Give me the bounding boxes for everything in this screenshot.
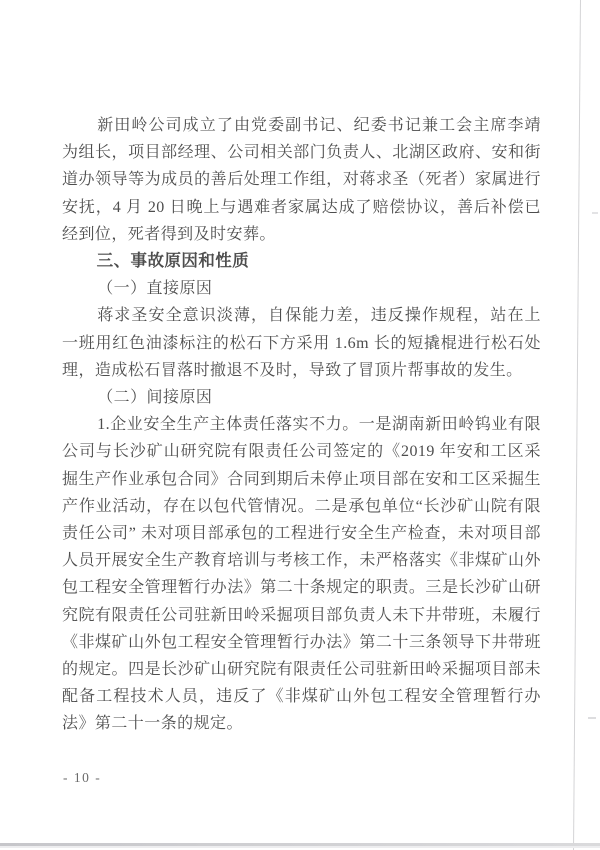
scan-artifact-speck [588, 717, 596, 719]
page-number: - 10 - [63, 770, 102, 785]
document-body [62, 112, 541, 738]
section-heading-accident-cause: 三、事故原因和性质 [96, 252, 250, 271]
paragraph-aftermath-workgroup: 新田岭公司成立了由党委副书记、纪委书记兼工会主席李靖为组长，项目部经理、公司相关部门负责人、北湖区政府、安和街道办领导等为成员的善后处理工作组，对蒋求圣（死者）家属进行安抚，4 月 20 日晚上与遇难者家属达成了赔偿协议，善后补偿已经到位，死者得到及时安葬。 [62, 117, 541, 243]
paragraph-indirect-cause: 1.企业安全生产主体责任落实不力。一是湖南新田岭钨业有限公司与长沙矿山研究院有限责任公司签定的《2019 年安和工区采掘生产作业承包合同》合同到期后未停止项目部在安和工区采掘生产作业活动，存在以包代管情况。二是承包单位“长沙矿山院有限责任公司” 未对项目部承包的工程进行安全生产检查，未对项目部人员开展安全生产教育培训与考核工作，未严格落实《非煤矿山外包工程安全管理暂行办法》第二十条规定的职责。三是长沙矿山研究院有限责任公司驻新田岭采掘项目部负责人未下井带班，未履行《非煤矿山外包工程安全管理暂行办法》第二十三条领导下井带班的规定。四是长沙矿山研究院有限责任公司驻新田岭采掘项目部未配备工程技术人员，违反了《非煤矿山外包工程安全管理暂行办法》第二十一条的规定。 [62, 416, 541, 733]
scan-paper-edge-right [573, 0, 581, 850]
paragraph-direct-cause: 蒋求圣安全意识淡薄，自保能力差，违反操作规程，站在上一班用红色油漆标注的松石下方采用 1.6m 长的短撬棍进行松石处理，造成松石冒落时撤退不及时，导致了冒顶片帮事故的发生。 [62, 307, 541, 379]
subsection-heading-direct-cause: （一）直接原因 [97, 280, 213, 298]
subsection-heading-indirect-cause: （二）间接原因 [97, 389, 213, 407]
scan-artifact-speck [592, 212, 598, 214]
